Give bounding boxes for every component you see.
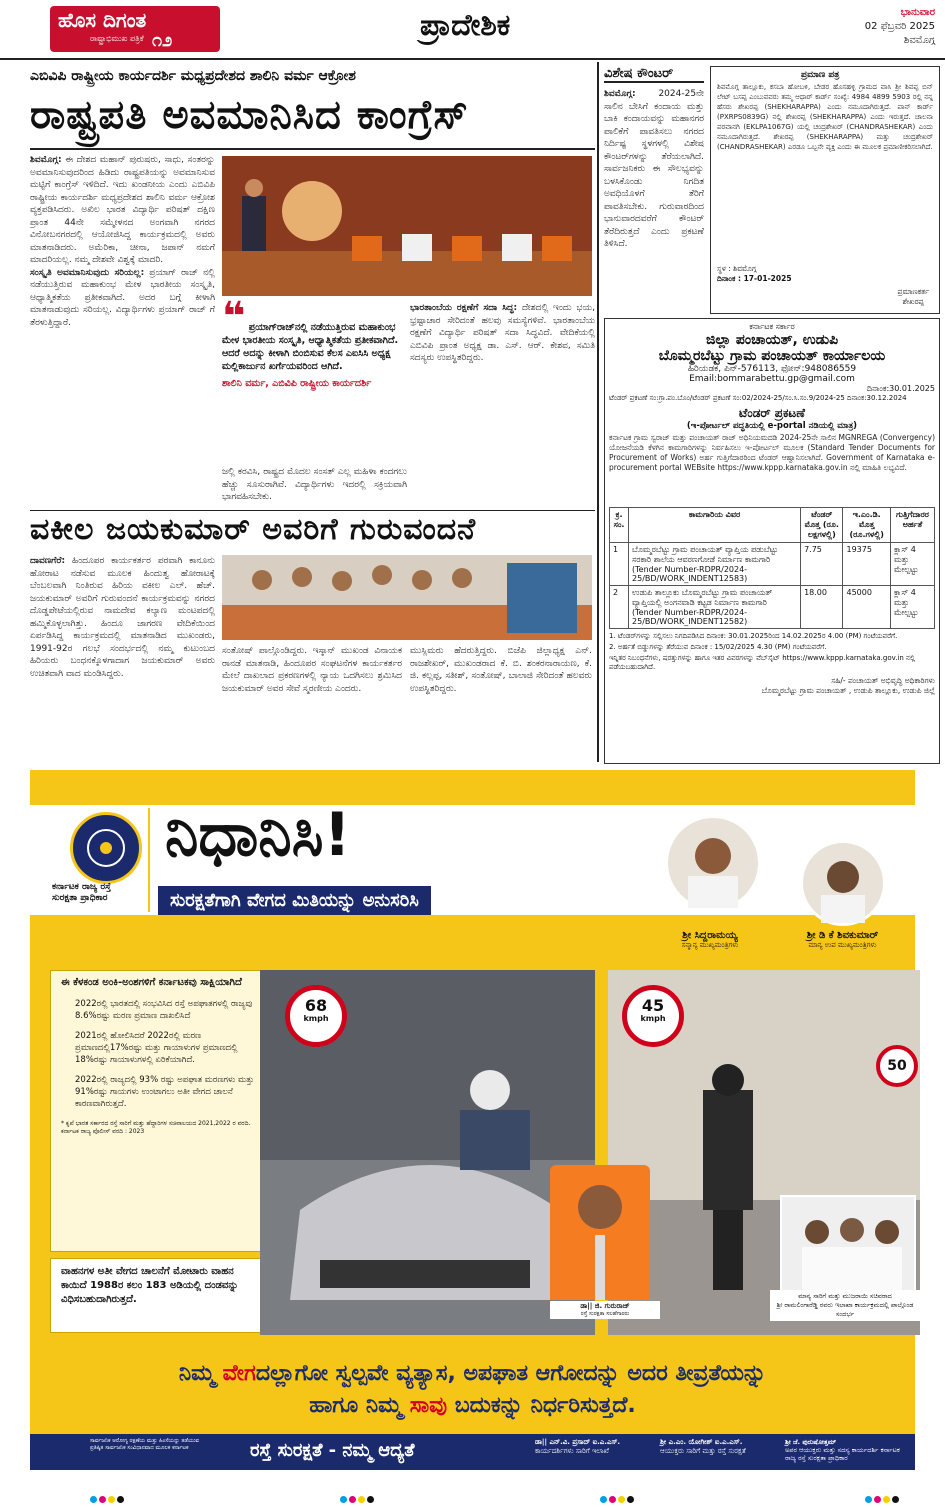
speed-sign-68 — [285, 985, 347, 1047]
official-title: ಆಯುಕ್ತರು ಸಾರಿಗೆ ಮತ್ತು ರಸ್ತೆ ಸುರಕ್ಷತೆ — [660, 1447, 746, 1455]
officer-portrait — [550, 1165, 650, 1300]
footer-official-2 — [660, 1438, 775, 1456]
fine-note: ವಾಹನಗಳ ಅತೀ ವೇಗದ ಚಾಲನೆಗೆ ಮೋಟಾರು ವಾಹನ ಕಾಯಿದೆ 1988ರ ಕಲಂ 183 ಅಡಿಯಲ್ಲಿ ದಂಡವನ್ನು ವಿಧಿಸಬಹುದಾಗಿರುತ್ತದೆ. — [50, 1258, 268, 1333]
stat-item: 2022ರಲ್ಲಿ ರಾಜ್ಯದಲ್ಲಿ 93% ರಷ್ಟು ಅಪಘಾತ ಮರಣಗಳು ಮತ್ತು 91%ರಷ್ಟು ಗಾಯಗಳು ಉಂಟಾಗಲು ಅತೀ ವೇಗದ ಚಾಲನೆ ಕಾರಣವಾಗಿರುತ್ತದೆ. — [75, 1075, 255, 1109]
table-cell: ಕ್ಲಾಸ್ 4 ಮತ್ತು ಮೇಲ್ಪಟ್ಟು — [890, 543, 934, 586]
second-headline: ವಕೀಲ ಜಯಕುಮಾರ್ ಅವರಿಗೆ ಗುರುವಂದನೆ — [30, 512, 477, 547]
certificate-date: ದಿನಾಂಕ : 17-01-2025 — [717, 274, 792, 283]
speed-value: 68 — [304, 996, 328, 1015]
lead-photo — [222, 156, 592, 296]
lead-subhead-1: ಸಂಸ್ಕೃತಿ ಅವಮಾನಿಸುವುದು ಸರಿಯಲ್ಲ: — [30, 267, 145, 278]
message-highlight: ವೇಗ — [222, 1361, 256, 1386]
tender-subtitle: (ಇ-ಪೋರ್ಟಲ್ ಪದ್ಧತಿಯಲ್ಲಿ e-portal ನಡಿಯಲ್ಲಿ ಮಾತ್ರ) — [686, 421, 858, 431]
lead-body-1: ಈ ದೇಶದ ಮಹಾನ್ ಪುರುಷರು, ಸಾಧು, ಸಂತರನ್ನು ಅವಮಾನಿಸುವುದರಿಂದ ಹಿಡಿದು ರಾಷ್ಟ್ರಪತಿಯನ್ನು ಅವಮಾನಿಸುವ ಮಟ್ಟಿಗೆ ಕಾಂಗ್ರೆಸ್ ಇಳಿದಿದೆ. ಇದು ಖಂಡನೀಯ ಎಂದು ಎಬಿವಿಪಿ ರಾಷ್ಟ್ರೀಯ ಕಾರ್ಯದರ್ಶಿ ಮಧ್ಯಪ್ರದೇಶದ ಶಾಲಿನಿ ವರ್ಮ ಆಕ್ರೋಶ ವ್ಯಕ್ತಪಡಿಸಿದರು. ಅಖಿಲ ಭಾರತ ವಿದ್ಯಾರ್ಥಿ ಪರಿಷತ್ ದಕ್ಷಿಣ ಪ್ರಾಂತ 44ನೇ ಸಮ್ಮೇಳನದ ಅಂಗವಾಗಿ ನಗರದ ವಿನೋಬನಗರದಲ್ಲಿ ಆಯೋಜಿಸಿದ್ದ ಕಾರ್ಯಕ್ರಮದಲ್ಲಿ ಅವರು ಮಾತನಾಡಿದರು. ಅಮೆರಿಕಾ, ಚೀನಾ, ಜಪಾನ್ ನಮಗೆ ಮಾದರಿಯಲ್ಲ. ನಮ್ಮ ದೇಶವೇ ವಿಶ್ವಕ್ಕೆ ಮಾದರಿ. — [30, 155, 215, 265]
authority-line1: ಕರ್ನಾಟಕ ರಾಜ್ಯ ರಸ್ತೆ — [52, 882, 111, 892]
leader1-photo — [665, 815, 761, 911]
speed-unit: kmph — [640, 1014, 666, 1023]
table-cell: ಬೊಮ್ಮರಬೆಟ್ಟು ಗ್ರಾಮ ಪಂಚಾಯತ್ ವ್ಯಾಪ್ತಿಯ ಪಡುಬೆಟ್ಟು ಸರಕಾರಿ ಶಾಲೆಯ ಆವರಣಗೋಡೆ ನಿರ್ಮಾಣ ಕಾಮಗಾರಿ (Tender Number-RDPR/2024-25/BD/WORK_INDENT12583) — [629, 543, 801, 586]
ad-divider — [148, 808, 150, 912]
logo-subtitle: ರಾಷ್ಟ್ರಾಭಿಮುಖ ಪತ್ರಿಕೆ — [90, 34, 144, 43]
masthead — [0, 0, 945, 60]
second-photo — [222, 555, 592, 640]
tender-gov: ಕರ್ನಾಟಕ ಸರ್ಕಾರ — [749, 322, 795, 331]
tender-notice — [604, 318, 940, 764]
tender-col: ಟೆಂಡರ್ ಮೊತ್ತ (ರೂ. ಲಕ್ಷಗಳಲ್ಲಿ) — [801, 508, 843, 543]
ad-headline: ನಿಧಾನಿಸಿ! — [165, 800, 351, 870]
speed-sign-45 — [622, 985, 684, 1047]
tender-note1: 1. ಟೆಂಡರ್‌ಗಳನ್ನು ಸಲ್ಲಿಸಲು ನಿಗದಿಪಡಿಸಿದ ದಿನಾಂಕ: 30.01.2025ರಿಂದ 14.02.2025ರ 4.00 (PM) ಗಂಟೆಯವರೆಗೆ. — [609, 632, 898, 640]
leader2-title: ಮಾನ್ಯ ಉಪ ಮುಖ್ಯಮಂತ್ರಿಗಳು — [808, 941, 877, 949]
special-counter-text: 2024-25ನೇ ಸಾಲಿನ ಬೇಸಿಗೆ ಕಂದಾಯ ಮತ್ತು ಬಾಕಿ ಕಂದಾಯವನ್ನು ಮಹಾನಗರ ಪಾಲಿಕೆಗೆ ಪಾವತಿಸಲು ನಗರದ ನಿರ್ದಿಷ್ಟ ಸ್ಥಳಗಳಲ್ಲಿ ವಿಶೇಷ ಕೌಂಟರ್‌ಗಳನ್ನು ತೆರೆಯಲಾಗಿದೆ. ಸಾರ್ವಜನಿಕರು ಈ ಸೌಲಭ್ಯವನ್ನು ಬಳಸಿಕೊಂಡು ನಿಗದಿತ ಅವಧಿಯೊಳಗೆ ತೆರಿಗೆ ಪಾವತಿಸಬೇಕು. ಗುರುವಾರದಿಂದ ಭಾನುವಾರದವರೆಗೆ ಕೌಂಟರ್ ತೆರೆದಿರುತ್ತದೆ ಎಂದು ಪ್ರಕಟಣೆ ತಿಳಿಸಿದೆ. — [604, 89, 704, 249]
speed-value: 45 — [641, 996, 665, 1015]
table-cell: 2 — [610, 586, 629, 629]
tender-email: Email:bommarabettu.gp@gmail.com — [689, 374, 855, 384]
special-counter-body — [604, 88, 704, 308]
headline-rule — [30, 148, 595, 150]
registration-marks — [865, 1488, 901, 1507]
stat-item: 2022ರಲ್ಲಿ ಭಾರತದಲ್ಲಿ ಸಂಭವಿಸಿದ ರಸ್ತೆ ಅಪಘಾತಗಳಲ್ಲಿ ರಾಜ್ಯವು 8.6%ರಷ್ಟು ಮರಣ ಪ್ರಮಾಣ ದಾಖಲಿಸಿದೆ — [75, 999, 253, 1021]
message-part: ಬದುಕನ್ನು ನಿರ್ಧರಿಸುತ್ತದೆ. — [447, 1393, 636, 1418]
footer-official-1 — [535, 1438, 650, 1456]
emblem-shape — [73, 815, 139, 881]
second-body-col1 — [30, 555, 215, 755]
tender-line2: ಬೊಮ್ಮರಬೆಟ್ಟು ಗ್ರಾಮ ಪಂಚಾಯತ್ ಕಾರ್ಯಾಲಯ — [658, 348, 886, 364]
second-photo-scene — [222, 555, 592, 640]
leader1-name: ಶ್ರೀ ಸಿದ್ದರಾಮಯ್ಯ — [682, 930, 738, 941]
tender-table-header — [610, 508, 935, 543]
table-cell: 7.75 — [801, 543, 843, 586]
leader1-caption — [650, 930, 770, 950]
certificate-title: ಪ್ರಮಾಣ ಪತ್ರ — [801, 70, 840, 80]
tender-note3: ಇನ್ನಿತರ ನಿಬಂಧನೆಗಳು, ಷರತ್ತುಗಳನ್ನು ಹಾಗೂ ಇತರ ವಿವರಗಳನ್ನು ವೆಬ್‌ಸೈಟ್ https://www.kppp.karnataka.gov.in ನಲ್ಲಿ ಪಡೆಯಬಹುದಾಗಿದೆ. — [609, 654, 916, 671]
footer-dept: ಸಾರ್ವಜನಿಕ ಆರೋಗ್ಯ ರಕ್ಷಣೆಯ ಮತ್ತು ಹಿಂಸೆಯನ್ನು ತಡೆಯುವ ಪ್ರತಿಷ್ಠಿತ ಸಾರ್ವಜನಿಕ ಸಂವಿಧಾನವಾದ ಮೂಲಕ ಕರ್ನಾಟಕ — [90, 1438, 200, 1451]
logo-title: ಹೊಸ ದಿಗಂತ — [58, 8, 147, 32]
officer-title: ರಸ್ತೆ ಸುರಕ್ಷತಾ ಸಲಹೆಗಾರರು — [580, 1311, 630, 1317]
lead-photo-scene — [222, 156, 592, 296]
registration-marks — [90, 1488, 126, 1507]
lead-headline: ರಾಷ್ಟ್ರಪತಿ ಅವಮಾನಿಸಿದ ಕಾಂಗ್ರೆಸ್ — [30, 92, 469, 138]
page-number: ೧೨ — [152, 30, 173, 51]
message-part: ಹಾಗೂ ನಿಮ್ಮ — [309, 1393, 410, 1418]
pull-quote — [222, 294, 407, 462]
table-cell: 45000 — [843, 586, 890, 629]
leader2-portrait — [803, 843, 883, 923]
tender-sign1: ಸಹಿ/- ಪಂಚಾಯತ್ ಅಭಿವೃದ್ಧಿ ಅಧಿಕಾರಿಗಳು — [831, 676, 935, 685]
minister-photo — [780, 1195, 916, 1294]
officer-caption — [550, 1301, 660, 1319]
ad-tagline: ಸುರಕ್ಷತೆಗಾಗಿ ವೇಗದ ಮಿತಿಯನ್ನು ಅನುಸರಿಸಿ — [158, 886, 431, 915]
quote-mark-icon: ❝ — [222, 294, 246, 340]
certificate-signer: ಶೇಖರಪ್ಪ — [902, 297, 924, 306]
second-body-col3: ಮುಸ್ಲಿಮರು ಹೆದರುತ್ತಿದ್ದರು. ಬಿಜೆಪಿ ಜಿಲ್ಲಾಧ್ಯಕ್ಷ ಎನ್. ರಾಜಶೇಖರ್, ಮುಖಂಡರಾದ ಕೆ. ಬಿ. ಶಂಕರನಾರಾಯಣ, ಕೆ. ಜಿ. ಕಲ್ಲಪ್ಪ, ಸತೀಶ್, ಸಂತೋಷ್, ಬಾಲಾಜಿ ಸೇರಿದಂತೆ ಹಲವರು ಉಪಸ್ಥಿತರಿದ್ದರು. — [410, 646, 592, 694]
tender-note2: 2. ಅರ್ಹತೆ ಬಿಡ್ಡುಗಳನ್ನು ತೆರೆಯುವ ದಿನಾಂಕ : 15/02/2025 4.30 (PM) ಗಂಟೆಯವರೆಗೆ. — [609, 643, 827, 651]
stats-source1: * ಕೃಪೆ ಭಾರತ ಸರ್ಕಾರದ ರಸ್ತೆ ಸಾರಿಗೆ ಮತ್ತು ಹೆದ್ದಾರಿಗಳ ಸಚಿವಾಲಯದ 2021,2022 ರ ವರದಿ. — [61, 1120, 251, 1127]
table-cell: 18.00 — [801, 586, 843, 629]
newspaper-logo — [50, 6, 220, 52]
stat-item: 2021ರಲ್ಲಿ ಹೋಲಿಸಿದರೆ 2022ರಲ್ಲಿ ಮರಣ ಪ್ರಮಾಣದಲ್ಲಿ17%ರಷ್ಟು ಮತ್ತು ಗಾಯಾಳುಗಳ ಪ್ರಮಾಣದಲ್ಲಿ 18%ರಷ್ಟು ಗಾಯಾಳುಗಳಲ್ಲಿ ಏರಿಕೆಯಾಗಿದೆ. — [75, 1031, 238, 1065]
certificate-notice — [710, 66, 940, 314]
stats-panel — [50, 970, 270, 1252]
leader2-name: ಶ್ರೀ ಡಿ ಕೆ ಶಿವಕುಮಾರ್ — [806, 930, 879, 941]
tender-line1: ಜಿಲ್ಲಾ ಪಂಚಾಯತ್, ಉಡುಪಿ — [705, 332, 839, 348]
table-cell: 1 — [610, 543, 629, 586]
leader1-portrait — [668, 818, 758, 908]
certificate-body: ಶಿವಮೊಗ್ಗ ತಾಲ್ಲೂಕು, ಕಸಬಾ ಹೋಬಳಿ, ಬೇಡರ ಹೊಸಹಳ್ಳಿ ಗ್ರಾಮದ ವಾಸಿ ಶ್ರೀ ಶಿವಪ್ಪ ಬಿನ್ ಲೇಟ್ ಬಸಪ್ಪ ಎಂಬುವವರು ತಮ್ಮ ಆಧಾರ್ ಕಾರ್ಡ್ ಸಂಖ್ಯೆ: 4984 4899 5903 ರಲ್ಲಿ ನನ್ನ ಹೆಸರು ಶೇಖರಪ್ಪ (SHEKHARAPPA) ಎಂದು ನಮೂದಾಗಿರುತ್ತದೆ. ಪಾನ್ ಕಾರ್ಡ್ (PXRPS0839G) ನಲ್ಲಿ ಶೇಖರಪ್ಪ (SHEKHARAPPA) ಎಂದು ಇರುತ್ತದೆ. ಚಾಲನಾ ಪರವಾನಗಿ (EKLPA1067G) ಯಲ್ಲಿ ಚಂದ್ರಶೇಖರ್ (CHANDRASHEKAR) ಎಂದು ನಮೂದಾಗಿರುತ್ತದೆ. ಶೇಖರಪ್ಪ (SHEKHARAPPA) ಮತ್ತು ಚಂದ್ರಶೇಖರ್ (CHANDRASHEKAR) ಎರಡೂ ಒಬ್ಬನೇ ವ್ಯಕ್ತಿ ಎಂದು ಈ ಮೂಲಕ ಪ್ರಮಾಣೀಕರಿಸಲಾಗಿದೆ. — [717, 83, 933, 151]
story-divider — [30, 510, 595, 511]
special-counter-dateline: ಶಿವಮೊಗ್ಗ: — [604, 89, 636, 99]
lead-kicker: ಎಬಿವಿಪಿ ರಾಷ್ಟ್ರೀಯ ಕಾರ್ಯದರ್ಶಿ ಮಧ್ಯಪ್ರದೇಶದ ಶಾಲಿನಿ ವರ್ಮ ಆಕ್ರೋಶ — [30, 68, 356, 84]
tender-col: ಕ್ರ. ಸಂ. — [610, 508, 629, 543]
registration-marks — [340, 1488, 376, 1507]
official-title: ಕಾರ್ಯದರ್ಶಿಗಳು ಸಾರಿಗೆ ಇಲಾಖೆ — [535, 1447, 609, 1455]
minister-scene — [782, 1197, 914, 1292]
officer-photo — [550, 1165, 650, 1300]
leader2-caption — [780, 930, 905, 950]
table-row — [610, 586, 935, 629]
official-title: ಅಪರ ಆಯುಕ್ತರು ಮತ್ತು ಸದಸ್ಯ ಕಾರ್ಯದರ್ಶಿ ಕರ್ನಾಟಕ ರಾಜ್ಯ ರಸ್ತೆ ಸುರಕ್ಷತಾ ಪ್ರಾಧಿಕಾರ — [785, 1446, 900, 1462]
ad-footer — [30, 1434, 915, 1470]
stats-title: ಈ ಕೆಳಕಂಡ ಅಂಕಿ-ಅಂಶಗಳಿಗೆ ಕರ್ನಾಟಕವು ಸಾಕ್ಷಿಯಾಗಿದೆ — [61, 977, 242, 988]
tender-ref: ಟೆಂಡರ್ ಪ್ರಕಟಣೆ ಸಂ:ಗ್ರಾ.ಪಂ.ಬೊಂ/ಟೆಂಡರ್ ಪ್ರಕಟಣೆ ಸಂ:02/2024-25/ಸಂ.ಸಿ.ಸಂ.9/2024-25 ದಿನಾಂಕ:30.12.2024 — [609, 394, 907, 402]
table-row — [610, 543, 935, 586]
leader2-photo — [800, 840, 886, 926]
tender-sign2: ಬೊಮ್ಮರಬೆಟ್ಟು ಗ್ರಾಮ ಪಂಚಾಯತ್ , ಉಡುಪಿ ತಾಲ್ಲೂಕು, ಉಡುಪಿ ಜಿಲ್ಲೆ — [761, 686, 935, 695]
message-part: ದಲ್ಲಾಗೋ ಸ್ವಲ್ಪವೇ ವ್ಯತ್ಯಾಸ, ಅಪಘಾತ ಆಗೋದನ್ನು ಅದರ ತೀವ್ರತೆಯನ್ನು — [255, 1361, 767, 1386]
tender-title: ಟೆಂಡರ್ ಪ್ರಕಟಣೆ — [739, 406, 805, 420]
certificate-signature — [898, 287, 929, 307]
tender-address: ಹಿರಿಯಡಕ, ಪಿನ್-576113, ಫೋನ್:948086559 — [687, 364, 857, 374]
tender-col: ಇ.ಎಂ.ಡಿ. ಮೊತ್ತ (ರೂ.ಗಳಲ್ಲಿ) — [843, 508, 890, 543]
tender-col: ಕಾಮಗಾರಿಯ ವಿವರ — [629, 508, 801, 543]
road-safety-ad — [30, 770, 915, 1470]
second-body-col2: ಸಂತೋಷ್ ಪಾಲ್ಗೊಂಡಿದ್ದರು. ಇಸ್ಕಾನ್‌ ಮುಖಂಡ ವಿನಾಯಕ ರಾನಡೆ ಮಾತನಾಡಿ, ಹಿಂದೂಪರ ಸಂಘಟನೆಗಳ ಕಾರ್ಯಕರ್ತರ ಮೇಲೆ ದಾಖಲಾದ ಪ್ರಕರಣಗಳಲ್ಲಿ ನ್ಯಾಯ ಒದಗಿಸಲು ಶ್ರಮಿಸಿದ ಜಯಕುಮಾರ್ ಅವರ ಸೇವೆ ಸ್ಮರಣೀಯ ಎಂದರು. — [222, 646, 402, 694]
certificate-place: ಸ್ಥಳ : ಶಿವಮೊಗ್ಗ — [717, 264, 757, 273]
registration-marks — [600, 1488, 636, 1507]
message-highlight: ಸಾವು — [409, 1393, 448, 1418]
official-name: ಶ್ರೀ ಜೆ. ಪುರುಷೋತ್ತಮ್ — [785, 1438, 837, 1446]
weekday: ಭಾನುವಾರ — [900, 7, 935, 18]
footer-slogan: ರಸ್ತೆ ಸುರಕ್ಷತೆ - ನಮ್ಮ ಆದ್ಯತೆ — [250, 1440, 415, 1461]
footer-official-3 — [785, 1438, 910, 1462]
special-counter-title: ವಿಶೇಷ ಕೌಂಟರ್ — [604, 66, 704, 83]
lead-body-4: ದೇಶದಲ್ಲಿ ಇಂದು ಭಯ, ಭ್ರಷ್ಟಾಚಾರ ಸೇರಿದಂತೆ ಹಲವು ಸಮಸ್ಯೆಗಳಿವೆ. ಭಾರತಾಂಬೆಯ ರಕ್ಷಣೆಗೆ ವಿದ್ಯಾರ್ಥಿ ಪರಿಷತ್ ಸದಾ ಸಿದ್ಧವಿದೆ. ವೇದಿಕೆಯಲ್ಲಿ ಎಬಿವಿಪಿ ಪ್ರಾಂತ ಅಧ್ಯಕ್ಷ ಡಾ. ಎಸ್. ಆರ್. ಕೇಶವ, ಸಮಿತಿ ಸದಸ್ಯರು ಉಪಸ್ಥಿತರಿದ್ದರು. — [410, 303, 595, 363]
lead-body-col1 — [30, 154, 215, 504]
certificate-signature-label: ಪ್ರಮಾಣಕರ್ತ — [897, 287, 929, 296]
second-body-1: ಹಿಂದೂಪರ ಕಾರ್ಯಕರ್ತರ ಪರವಾಗಿ ಕಾನೂನು ಹೋರಾಟ ನಡೆಸುವ ಮೂಲಕ ಹಿಂದುತ್ವ ಹೋರಾಟಕ್ಕೆ ಬೆಂಬಲವಾಗಿ ನಿಂತಿರುವ ಹಿರಿಯ ವಕೀಲ ಎಲ್. ಹೆಚ್. ಜಯಕುಮಾರ್ ಅವರಿಗೆ ಗುರುವಂದನೆ ಕಾರ್ಯಕ್ರಮವನ್ನು ನಗರದ ದೊಡ್ಡಪೇಟೆಯಲ್ಲಿರುವ ನಾಮದೇವ ಕಲ್ಯಾಣ ಮಂಟಪದಲ್ಲಿ ಹಮ್ಮಿಕೊಳ್ಳಲಾಗಿತ್ತು. ಹಿಂದೂ ಜಾಗರಣ ವೇದಿಕೆಯಿಂದ ಏರ್ಪಡಿಸಿದ್ದ ಕಾರ್ಯಕ್ರಮದಲ್ಲಿ ಮಾತನಾಡಿದ ಮುಖಂಡರು, 1991-92ರ ಗಲಭೆ ಸಂದರ್ಭದಲ್ಲಿ ನಮ್ಮ ಕುಟುಂಬದ ಹಿರಿಯರು ಬಂಧನಕ್ಕೊಳಗಾದಾಗ ಜಯಕುಮಾರ್ ಅವರು ಉಚಿತವಾಗಿ ವಾದ ಮಂಡಿಸಿದ್ದರು. — [30, 556, 215, 679]
minister-caption1: ಮಾನ್ಯ ಸಾರಿಗೆ ಮತ್ತು ಮುಜರಾಯಿ ಸಚಿವರಾದ — [798, 1292, 892, 1300]
section-title: ಪ್ರಾದೇಶಿಕ — [420, 8, 511, 43]
stats-source2: ಕರ್ನಾಟಕ ರಾಜ್ಯ ಪೊಲೀಸ್ ವರದಿ : 2023 — [61, 1128, 145, 1135]
authority-emblem-icon — [70, 812, 142, 884]
table-cell: 19375 — [843, 543, 890, 586]
message-part: ನಿಮ್ಮ — [178, 1361, 223, 1386]
tender-intro: ಕರ್ನಾಟಕ ಗ್ರಾಮ ಸ್ವರಾಜ್ ಮತ್ತು ಪಂಚಾಯತ್ ರಾಜ್ ಅಧಿನಿಯಮದಡಿ 2024-25ನೇ ಸಾಲಿನ MGNREGA (Convergency) ಯೋಜನೆಯಡಿ ಕೆಳಗಿನ ಕಾಮಗಾರಿಗಳನ್ನು ನಿರ್ವಹಿಸಲು ಇ-ಪೋರ್ಟಲ್ ಮೂಲಕ (Standard Tender Documents for Procurement of Works) ಅರ್ಹ ಗುತ್ತಿಗೆದಾರರಿಂದ ಟೆಂಡರ್ ಆಹ್ವಾನಿಸಲಾಗಿದೆ. Government of Karnataka e-procurement portal WEBsite https://www.kppp.karnataka.gov.in ನಲ್ಲಿ ಮಾಹಿತಿ ಲಭ್ಯವಿದೆ. — [609, 433, 935, 472]
table-cell: ಕ್ಲಾಸ್ 4 ಮತ್ತು ಮೇಲ್ಪಟ್ಟು — [890, 586, 934, 629]
tender-date: ದಿನಾಂಕ:30.01.2025 — [866, 384, 935, 393]
speed-limit-sign: 50 — [876, 1045, 918, 1087]
issue-date: 02 ಫೆಬ್ರವರಿ 2025 — [864, 21, 935, 32]
city: ಶಿವಮೊಗ್ಗ — [903, 35, 935, 46]
speed-unit: kmph — [303, 1014, 329, 1023]
officer-name: ಡಾ|| ಜಿ. ಗುರುರಾಜ್ — [580, 1302, 630, 1310]
quote-text: ಪ್ರಯಾಗ್‌ರಾಜ್‌ನಲ್ಲಿ ನಡೆಯುತ್ತಿರುವ ಮಹಾಕುಂಭ ಮೇಳ ಭಾರತೀಯ ಸಂಸ್ಕೃತಿ, ಆಧ್ಯಾತ್ಮಿಕತೆಯ ಪ್ರತೀಕವಾಗಿದೆ. ಆದರೆ ಅದನ್ನು ಕೀಳಾಗಿ ಬಿಂಬಿಸುವ ಕೆಲಸ ಎಐಸಿಸಿ ಅಧ್ಯಕ್ಷ ಮಲ್ಲಿಕಾರ್ಜುನ ಖರ್ಗೆಯವರಿಂದ ಆಗಿದೆ. — [222, 322, 399, 372]
lead-dateline: ಶಿವಮೊಗ್ಗ: — [30, 155, 62, 165]
leader1-title: ಸನ್ಮಾನ್ಯ ಮುಖ್ಯಮಂತ್ರಿಗಳು — [681, 941, 739, 949]
ad-message — [40, 1358, 905, 1422]
lead-body-col3 — [410, 302, 595, 507]
minister-caption — [770, 1290, 920, 1321]
table-cell: ಉಡುಪಿ ತಾಲ್ಲೂಕು ಬೊಮ್ಮರಬೆಟ್ಟು ಗ್ರಾಮ ಪಂಚಾಯತ್ ವ್ಯಾಪ್ತಿಯಲ್ಲಿ ಅಂಗನವಾಡಿ ಕಟ್ಟಡ ನಿರ್ಮಾಣ ಕಾಮಗಾರಿ (Tender Number-RDPR/2024-25/BD/WORK_INDENT12582) — [629, 586, 801, 629]
official-name: ಶ್ರೀ ಎ.ಎಂ. ಯೋಗೀಶ್ ಐ.ಎ.ಎಸ್. — [660, 1438, 743, 1446]
quote-author: ಶಾಲಿನಿ ವರ್ಮ, ಎಬಿವಿಪಿ ರಾಷ್ಟ್ರೀಯ ಕಾರ್ಯದರ್ಶಿ — [222, 378, 372, 389]
second-dateline: ದಾವಣಗೆರೆ: — [30, 556, 66, 566]
minister-caption2: ಶ್ರೀ ರಾಮಲಿಂಗಾರೆಡ್ಡಿ ರವರು ಇಲಾಖಾ ಕಾರ್ಯಕ್ರಮದಲ್ಲಿ ಪಾಲ್ಗೊಂಡ ಸಂದರ್ಭ — [776, 1301, 914, 1318]
official-name: ಡಾ|| ಎನ್.ವಿ. ಪ್ರಸಾದ್ ಐ.ಎ.ಎಸ್. — [535, 1438, 621, 1446]
authority-line2: ಸುರಕ್ಷತಾ ಪ್ರಾಧಿಕಾರ — [52, 893, 108, 903]
lead-subhead-2: ಭಾರತಾಂಬೆಯ ರಕ್ಷಣೆಗೆ ಸದಾ ಸಿದ್ಧ: — [410, 303, 518, 313]
dateline — [815, 6, 935, 48]
authority-name — [52, 882, 111, 904]
tender-table — [609, 507, 935, 629]
lead-body-col2: ಜಲ್ಲಿ ಕರವಿಸಿ, ರಾಷ್ಟ್ರದ ಮೊದಲ ಸಂಸತ್ ಎಲ್ಲ ಮಹಿಳಾ ಕಂದಗಲು ಹೆಚ್ಚು ಸೂಸುರಾಗಿವೆ. ವಿದ್ಯಾರ್ಥಿಗಳು ಇದರಲ್ಲಿ ಸಕ್ರಿಯವಾಗಿ ಭಾಗವಹಿಸಬೇಕು. — [222, 467, 407, 502]
column-divider — [597, 62, 599, 762]
lead-body-2: ಪ್ರಯಾಗ್ ರಾಜ್ ನಲ್ಲಿ ನಡೆಯುತ್ತಿರುವ ಮಹಾಕುಂಭ ಮೇಳ ಭಾರತೀಯ ಸಂಸ್ಕೃತಿ, ಆಧ್ಯಾತ್ಮಿಕತೆಯ ಪ್ರತೀಕವಾಗಿದೆ. ಅದರ ಬಗ್ಗೆ ಕೀಳಾಗಿ ಮಾತನಾಡುವುದು ಸರಿಯಲ್ಲ. ವಿದ್ಯಾರ್ಥಿಗಳು ಪ್ರಯಾಗ್ ರಾಜ್ ಗೆ ತೆರಳುತ್ತಿದ್ದಾರೆ. — [30, 267, 215, 328]
tender-col: ಗುತ್ತಿಗೆದಾರರ ಅರ್ಹತೆ — [890, 508, 934, 543]
